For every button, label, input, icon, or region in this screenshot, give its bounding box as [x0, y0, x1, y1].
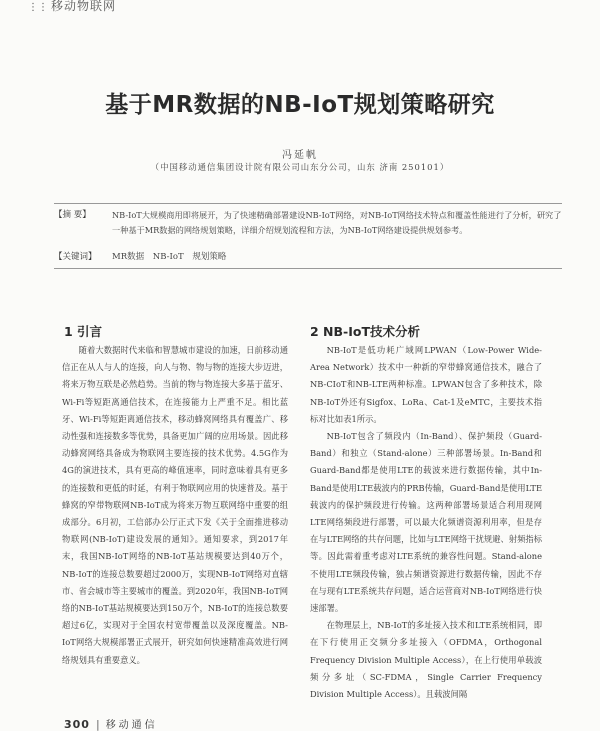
- section-label: 移动物联网: [51, 0, 117, 13]
- abstract-top-rule: [54, 203, 562, 204]
- abstract-text: NB-IoT大规模商用即将展开，为了快速精确部署建设NB-IoT网络，对NB-IoT网络技术特点和覆盖性能进行了分析，研究了一种基于MR数据的网络规划策略，详细介绍规划流程和方法，为NB-IoT网络建设提供规划参考。: [112, 210, 562, 235]
- page-number: 300: [64, 718, 90, 731]
- keywords-text: MR数据 NB-IoT 规划策略: [112, 252, 227, 262]
- section-2-body: [310, 342, 542, 703]
- abstract-label: 【摘 要】: [54, 210, 91, 220]
- paragraph: NB-IoT是低功耗广域网LPWAN（Low-Power Wide-Area Network）技术中一种新的窄带蜂窝通信技术，融合了NB-CIoT和NB-LTE两种标准。LPWAN包含了多种技术，除NB-IoT外还有Sigfox、LoRa、Cat-1及eMTC，主要技术指标对比如表1所示。: [310, 345, 542, 424]
- section-1-heading: 1 引言: [64, 324, 103, 339]
- running-head: [28, 0, 116, 14]
- section-1-body: [62, 342, 288, 669]
- journal-name: 移动通信: [105, 720, 158, 731]
- section-2-heading: 2 NB-IoT技术分析: [310, 324, 420, 339]
- abstract-bottom-rule: [54, 268, 562, 269]
- affiliation: （中国移动通信集团设计院有限公司山东分公司，山东 济南 250101）: [150, 162, 450, 172]
- page-footer: [64, 716, 158, 731]
- paragraph: 在物理层上，NB-IoT的多址接入技术和LTE系统相同，即在下行使用正交频分多址接入（OFDMA，Orthogonal Frequency Division Multiple Access），在上行使用单载波频分多址（SC-FDMA，Single Carrier Frequency Division Multiple Access）。且载波间隔: [310, 620, 542, 700]
- author: 冯延帆: [282, 150, 318, 161]
- keywords-label: 【关键词】: [54, 252, 97, 262]
- paper-title: 基于MR数据的NB-IoT规划策略研究: [105, 92, 495, 118]
- bullet-dots-icon: ⋮⋮: [28, 2, 48, 13]
- paragraph: 随着大数据时代来临和智慧城市建设的加速，日前移动通信正在从人与人的连接，向人与物、物与物的连接大步迈进，将来万物互联是必然趋势。当前的物与物连接大多基于蓝牙、Wi-Fi等短距离通信技术，在连接能力上严重不足。相比蓝牙、Wi-Fi等短距离通信技术，移动蜂窝网络具有覆盖广、移动性强和连接数多等优势，具备更加广阔的应用场景。因此移动蜂窝网络具备成为物联网主要连接的技术优势。4.5G作为4G的演进技术，具有更高的峰值速率，同时意味着具有更多的连接数和更低的时延，有利于物联网应用的快速普及。基于蜂窝的窄带物联网NB-IoT成为将来万物互联网络中重要的组成部分。6月初，工信部办公厅正式下发《关于全面推进移动物联网(NB-IoT)建设发展的通知》。通知要求，到2017年末，我国NB-IoT网络的NB-IoT基站规模要达到40万个，NB-IoT的连接总数要超过2000万，实现NB-IoT网络对直辖市、省会城市等主要城市的覆盖。到2020年，我国NB-IoT网络的NB-IoT基站规模要达到150万个，NB-IoT的连接总数要超过6亿，实现对于全国农村宽带覆盖以及深度覆盖。NB-IoT网络大规模部署正式展开，研究如何快速精准高效进行网络规划具有重要意义。: [62, 345, 288, 665]
- paragraph: NB-IoT包含了频段内（In-Band）、保护频段（Guard-Band）和独立（Stand-alone）三种部署场景。In-Band和Guard-Band都是使用LTE的载波来进行数据传输，其中In-Band是使用LTE载波内的PRB传输，Guard-Band是使用LTE载波内的保护频段进行传输。这两种部署场景适合利用现网LTE网络频段进行部署，可以最大化频谱资源利用率，但是存在与LTE网络的共存问题，比如与LTE网络干扰规避、射频指标等。因此需着重考虑对LTE系统的兼容性问题。Stand-alone不使用LTE频段传输，独占频谱资源进行数据传输，因此不存在与现有LTE系统共存问题，适合运营商对NB-IoT网络进行快速部署。: [310, 431, 542, 614]
- footer-separator: |: [95, 718, 100, 731]
